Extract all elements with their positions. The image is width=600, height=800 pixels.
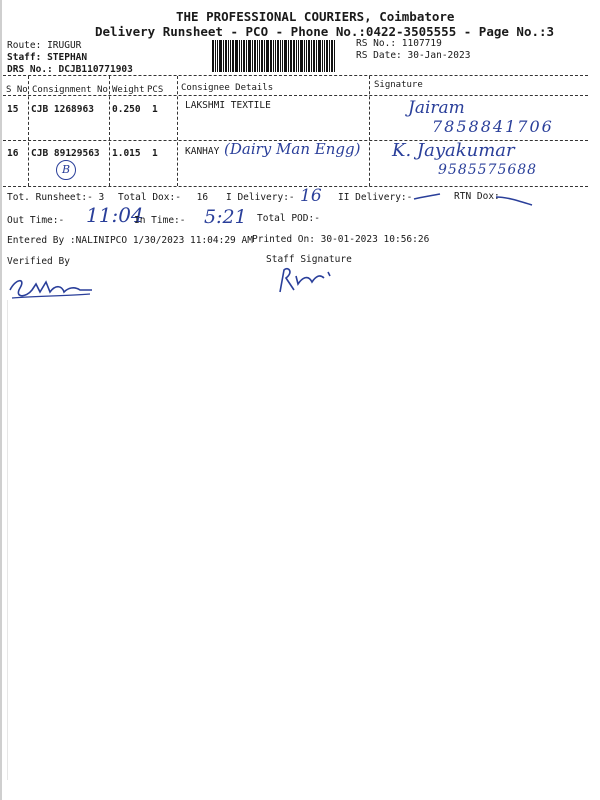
barcode-bar [259,40,260,72]
barcode-bar [329,40,330,72]
table-top-rule [3,75,588,76]
row-pcs: 1 [152,104,158,115]
col-header-pcs: PCS [147,85,164,95]
barcode-bar [228,40,229,72]
barcode-bar [264,40,265,72]
rs-no-value: 1107719 [401,38,442,49]
barcode-bar [296,40,297,72]
total-pod-label: Total POD:- [257,213,320,224]
barcode-bar [266,40,269,72]
drs-label: DRS No.: [7,64,53,75]
barcode-bar [212,40,214,72]
handwritten-phone: 9585575688 [438,162,538,178]
verified-signature [6,268,96,302]
handwritten-signature-name: K. Jayakumar [392,140,515,161]
runsheet-subtitle: Delivery Runsheet - PCO - Phone No.:0422-3505555 - Page No.:3 [95,24,555,39]
barcode-bar [284,40,287,72]
col-header-consignment: Consignment No [32,85,108,95]
barcode-bar [277,40,279,72]
out-time-label: Out Time:- [7,215,65,226]
table-bottom-rule [3,186,588,187]
staff-line [7,52,87,63]
row-weight: 1.015 [112,148,141,159]
scan-edge-inner [7,300,8,780]
handwritten-consignee-note: (Dairy Man Engg) [224,140,361,158]
row-consignment: CJB 1268963 [31,104,94,115]
barcode-bar [225,40,227,72]
row-weight: 0.250 [112,104,141,115]
row-consignee: LAKSHMI TEXTILE [185,100,271,111]
tot-runsheet-label: Tot. Runsheet:- [7,192,93,203]
barcode-bar [313,40,315,72]
route-value: IRUGUR [47,40,82,51]
barcode-bar [308,40,310,72]
barcode-bar [248,40,251,72]
barcode-bar [298,40,299,72]
col-header-weight: Weight [112,85,145,95]
barcode-bar [318,40,321,72]
barcode-bar [270,40,272,72]
barcode-bar [288,40,289,72]
rs-date-value: 30-Jan-2023 [407,50,471,61]
barcode-bar [219,40,222,72]
staff-value: STEPHAN [47,52,88,63]
rs-no-label: RS No.: [356,38,397,49]
staff-label: Staff: [7,52,42,63]
in-time-label: In Time:- [134,215,186,226]
i-delivery-label: I Delivery:- [226,192,295,203]
barcode-bar [241,40,242,72]
total-dox-value: 16 [196,192,209,203]
barcode-bar [243,40,245,72]
barcode-bar [246,40,247,72]
rs-no-line [356,38,442,49]
tot-runsheet [7,192,104,203]
total-dox-label: Total Dox:- [118,192,181,203]
barcode-bar [290,40,292,72]
staff-signature-label: Staff Signature [266,254,352,265]
row-consignee: KANHAY [185,146,220,157]
scan-edge [0,0,2,800]
barcode-bar [282,40,283,72]
drs-line [7,64,133,75]
row-pcs: 1 [152,148,158,159]
barcode-bar [252,40,253,72]
col-header-sno: S No [6,85,28,95]
rs-date-label: RS Date: [356,50,402,61]
barcode-bar [275,40,276,72]
barcode-bar [293,40,295,72]
col-sep-4 [369,76,370,186]
barcode-bar [215,40,216,72]
printed-on: Printed On: 30-01-2023 10:56:26 [252,234,430,245]
barcode-bar [273,40,274,72]
barcode-bar [334,40,335,72]
row-sno: 16 [7,148,19,159]
handwritten-signature-name: Jairam [408,98,465,118]
barcode-bar [300,40,303,72]
barcode-bar [257,40,258,72]
barcode [212,40,352,72]
col-sep-1 [28,76,29,186]
ii-delivery-dash-mark [412,192,442,202]
rs-date-line [356,50,470,61]
barcode-bar [239,40,240,72]
row-sno: 15 [7,104,19,115]
i-delivery-value: 16 [300,186,322,206]
entered-by: Entered By :NALINIPCO 1/30/2023 11:04:29 AM [7,235,253,246]
header-bottom-rule [3,95,588,96]
barcode-bar [230,40,231,72]
barcode-bar [223,40,224,72]
col-header-signature: Signature [374,80,423,90]
rtn-dox-dash-mark [494,191,534,207]
barcode-bar [326,40,328,72]
route-label: Route: [7,40,42,51]
barcode-bar [280,40,281,72]
staff-signature [274,264,344,296]
drs-value: DCJB110771903 [58,64,133,75]
barcode-bar [324,40,325,72]
barcode-bar [311,40,312,72]
barcode-bar [217,40,218,72]
barcode-bar [331,40,333,72]
col-sep-2 [109,76,110,186]
col-header-consignee: Consignee Details [181,83,274,93]
barcode-bar [316,40,317,72]
verified-by-label: Verified By [7,256,70,267]
company-title: THE PROFESSIONAL COURIERS, Coimbatore [176,9,455,24]
rtn-dox-label: RTN Dox: [454,191,500,202]
barcode-bar [254,40,256,72]
barcode-bar [304,40,305,72]
handwritten-phone: 7858841706 [432,117,554,136]
ii-delivery-label: II Delivery:- [338,192,413,203]
tot-runsheet-value: 3 [98,192,105,203]
barcode-bar [232,40,234,72]
col-sep-3 [177,76,178,186]
total-dox [118,192,208,203]
row-consignment: CJB 89129563 [31,148,100,159]
barcode-bar [322,40,323,72]
out-time-value: 11:04 [86,203,144,227]
barcode-bar [306,40,307,72]
circled-mark: B [56,160,76,180]
barcode-bar [235,40,238,72]
in-time-value: 5:21 [204,206,247,228]
route-line [7,40,81,51]
barcode-bar [261,40,263,72]
